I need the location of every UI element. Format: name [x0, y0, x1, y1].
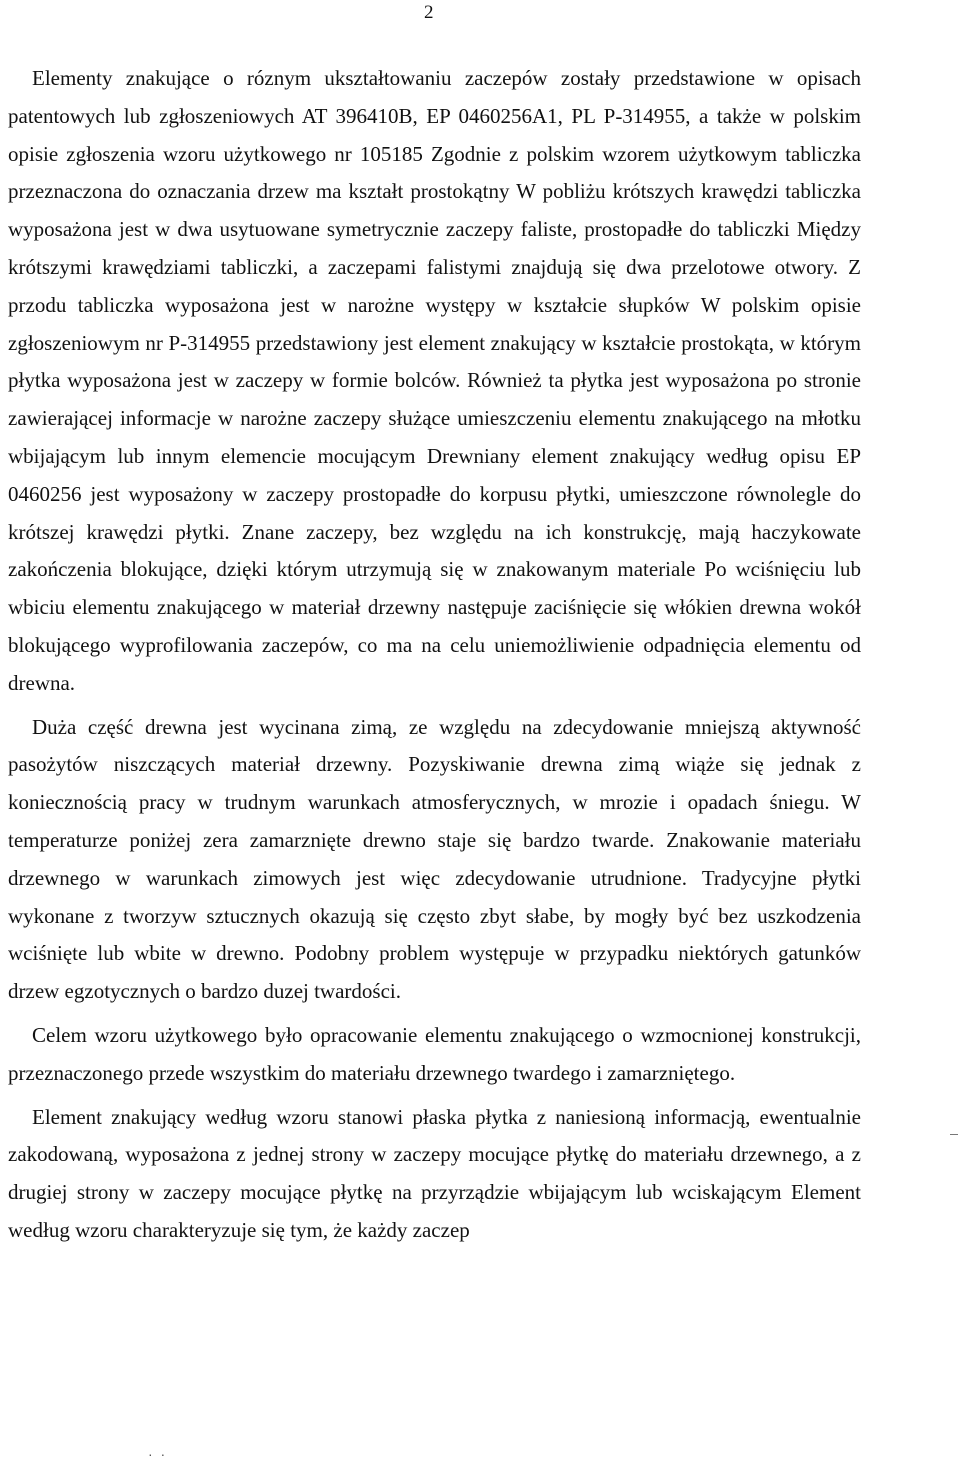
paragraph-winter-logging: Duża część drewna jest wycinana zimą, ze względu na zdecydowanie mniejszą aktywność pasożytów niszczących materiał drzewny. Pozyskiwanie drewna zimą wiąże się jednak z koniecznością pracy w trudnym warunkach atmosferycznych, w mrozie i opadach śniegu. W temperaturze poniżej zera zamarznięte drewno staje się bardzo twarde. Znakowanie materiału drzewnego w warunkach zimowych jest więc zdecydowanie utrudnione. Tradycyjne płytki wykonane z tworzyw sztucznych okazują się często zbyt słabe, by mogły być bez uszkodzenia wciśnięte lub wbite w drewno. Podobny problem występuje w przypadku niektórych gatunków drzew egzotycznych o bardzo duzej twardości.: [8, 714, 861, 1004]
paragraph-prior-art: Elementy znakujące o róznym ukształtowaniu zaczepów zostały przedstawione w opisach patentowych lub zgłoszeniowych AT 396410B, EP 0460256A1, PL P-314955, a także w polskim opisie zgłoszenia wzoru użytkowego nr 105185 Zgodnie z polskim wzorem użytkowym tabliczka przeznaczona do oznaczania drzew ma kształt prostokątny W pobliżu krótszych krawędzi tabliczka wyposażona jest w dwa usytuowane symetrycznie zaczepy faliste, prostopadłe do tabliczki Między krótszymi krawędziami tabliczki, a zaczepami falistymi znajdują się dwa przelotowe otwory. Z przodu tabliczka wyposażona jest w narożne występy w kształcie słupków W polskim opisie zgłoszeniowym nr P-314955 przedstawiony jest element znakujący w kształcie prostokąta, w którym płytka wyposażona jest w zaczepy w formie bolców. Również ta płytka jest wyposażona po stronie zawierającej informacje w narożne zaczepy służące umieszczeniu elementu znakującego na młotku wbijającym lub innym elemencie mocującym Drewniany element znakujący według opisu EP 0460256 jest wyposażony w zaczepy prostopadłe do korpusu płytki, umieszczone równolegle do krótszej krawędzi płytki. Znane zaczepy, bez względu na ich konstrukcję, mają haczykowate zakończenia blokujące, dzięki którym utrzymują się w znakowanym materiale Po wciśnięciu lub wbiciu elementu znakującego w materiał drzewny następuje zaciśnięcie się włókien drewna wokół blokującego wyprofilowania zaczepów, co ma na celu uniemożliwienie odpadnięcia elementu od drewna.: [8, 66, 861, 695]
margin-mark: [950, 1134, 958, 1135]
page-number: 2: [424, 2, 434, 23]
document-body: [8, 60, 861, 1256]
scan-artifact: · ·: [148, 1446, 166, 1462]
paragraph-purpose: Celem wzoru użytkowego było opracowanie elementu znakującego o wzmocnionej konstrukcji, przeznaczonego przede wszystkim do materiału drzewnego twardego i zamarzniętego.: [8, 1022, 861, 1085]
paragraph-element-description: Element znakujący według wzoru stanowi płaska płytka z naniesioną informacją, ewentualnie zakodowaną, wyposażona z jednej strony w zaczepy mocujące płytkę do materiału drzewnego, a z drugiej strony w zaczepy mocujące płytkę na przyrządzie wbijającym lub wciskającym Element według wzoru charakteryzuje się tym, że każdy zaczep: [8, 1104, 861, 1242]
